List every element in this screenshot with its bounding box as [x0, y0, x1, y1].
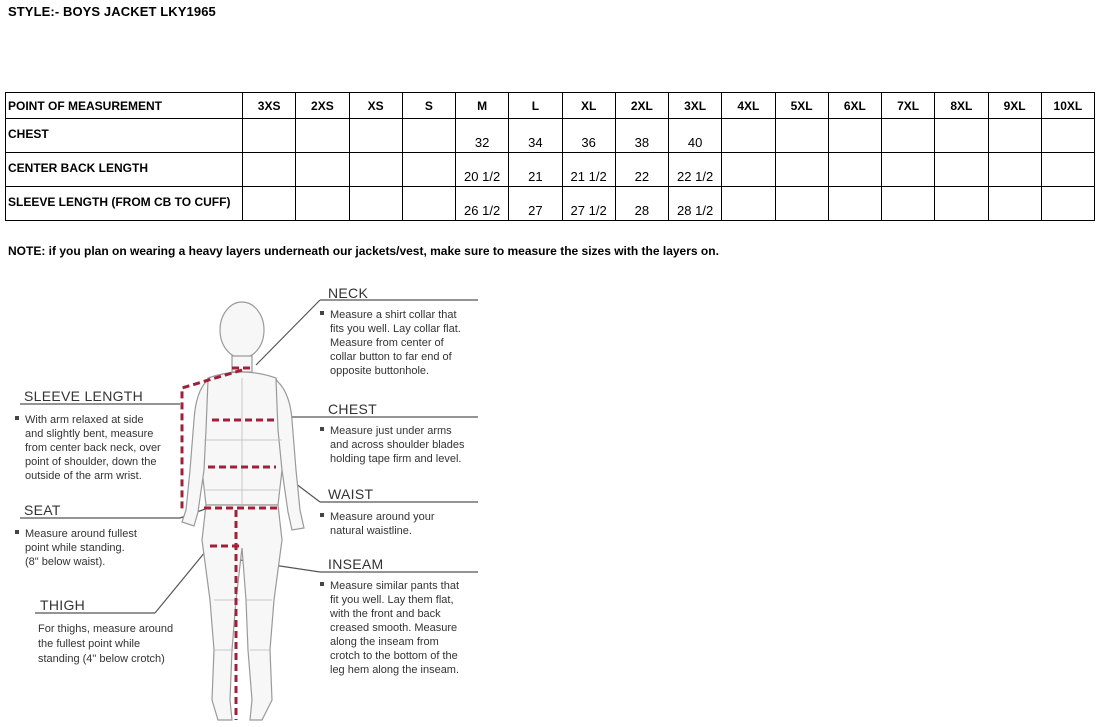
size-header: S [402, 93, 455, 119]
neck-desc-line: opposite buttonhole. [330, 365, 430, 377]
neck-desc [330, 308, 461, 378]
table-cell: 27 [509, 187, 562, 221]
size-header: XS [349, 93, 402, 119]
left-arm [276, 380, 304, 530]
legs [202, 505, 282, 720]
waist-desc-line: Measure around your [330, 511, 435, 523]
layering-note: NOTE: if you plan on wearing a heavy layers underneath our jackets/vest, make sure to measure the sizes with the layers on. [8, 244, 719, 258]
right-arm [182, 380, 208, 526]
chest-desc [330, 424, 465, 466]
seat-desc-line: point while standing. [25, 542, 125, 554]
neck-desc-line: Measure from center of [330, 337, 444, 349]
inseam-desc-line: fit you well. Lay them flat, [330, 594, 454, 606]
neck-desc-line: Measure a shirt collar that [330, 309, 457, 321]
table-cell: 22 [615, 153, 668, 187]
size-header: 7XL [882, 93, 935, 119]
chest-desc-line: Measure just under arms [330, 425, 452, 437]
table-cell: 38 [615, 119, 668, 153]
neck-desc-line: fits you well. Lay collar flat. [330, 323, 461, 335]
table-cell: 28 1/2 [669, 187, 722, 221]
size-header: 2XS [296, 93, 349, 119]
size-header: 2XL [615, 93, 668, 119]
chest-title: CHEST [328, 401, 377, 417]
size-header: 3XS [243, 93, 296, 119]
neck-title: NECK [328, 285, 369, 301]
thigh-desc [38, 622, 173, 667]
neck-leader [256, 300, 320, 365]
table-cell: 21 [509, 153, 562, 187]
waist-desc-line: natural waistline. [330, 525, 412, 537]
table-cell: 34 [509, 119, 562, 153]
size-header: 9XL [988, 93, 1041, 119]
neck-desc-line: collar button to far end of [330, 351, 452, 363]
table-cell: 21 1/2 [562, 153, 615, 187]
sleeve-desc-line: point of shoulder, down the [25, 456, 157, 468]
inseam-desc-line: crotch to the bottom of the [330, 650, 458, 662]
inseam-desc-line: creased smooth. Measure [330, 622, 458, 634]
row-label: CHEST [6, 119, 243, 153]
seat-desc-line: (8" below waist). [25, 556, 106, 568]
header-label: POINT OF MEASUREMENT [6, 93, 243, 119]
waist-title: WAIST [328, 486, 374, 502]
inseam-desc-line: Measure similar pants that [330, 580, 459, 592]
sleeve-desc-line: and slightly bent, measure [25, 428, 154, 440]
thigh-desc-line: For thighs, measure around [38, 623, 174, 635]
table-cell: 28 [615, 187, 668, 221]
waist-desc [330, 510, 435, 538]
table-cell: 40 [669, 119, 722, 153]
thigh-desc-line: the fullest point while [38, 638, 141, 650]
table-cell: 22 1/2 [669, 153, 722, 187]
table-cell: 32 [456, 119, 509, 153]
size-header: 5XL [775, 93, 828, 119]
thigh-leader [155, 546, 210, 613]
row-label: CENTER BACK LENGTH [6, 153, 243, 187]
inseam-desc-line: with the front and back [330, 608, 441, 620]
inseam-desc-line: leg hem along the inseam. [330, 664, 460, 676]
chest-desc-line: holding tape firm and level. [330, 453, 462, 465]
size-header: 8XL [935, 93, 988, 119]
inseam-desc-line: along the inseam from [330, 636, 439, 648]
size-header: 3XL [669, 93, 722, 119]
seat-desc [25, 527, 137, 569]
head [220, 302, 264, 358]
chest-desc-line: and across shoulder blades [330, 439, 465, 451]
size-header: XL [562, 93, 615, 119]
inseam-title: INSEAM [328, 556, 384, 572]
style-title: STYLE:- BOYS JACKET LKY1965 [8, 4, 216, 19]
inseam-desc [330, 579, 459, 677]
thigh-title: THIGH [40, 597, 86, 613]
row-label: SLEEVE LENGTH (FROM CB TO CUFF) [6, 187, 243, 221]
size-header: 6XL [828, 93, 881, 119]
sleeve-desc-line: outside of the arm wrist. [25, 470, 142, 482]
neck [232, 356, 252, 372]
table-cell: 20 1/2 [456, 153, 509, 187]
sleeve-desc-line: from center back neck, over [25, 442, 161, 454]
thigh-desc-line: standing (4" below crotch) [38, 653, 165, 665]
sleeve-desc [25, 413, 161, 483]
size-header: L [509, 93, 562, 119]
seat-desc-line: Measure around fullest [25, 528, 137, 540]
table-cell: 36 [562, 119, 615, 153]
size-header: 4XL [722, 93, 775, 119]
table-cell: 26 1/2 [456, 187, 509, 221]
table-cell: 27 1/2 [562, 187, 615, 221]
size-header: M [456, 93, 509, 119]
seat-title: SEAT [24, 502, 61, 518]
size-header: 10XL [1041, 93, 1094, 119]
sleeve-title: SLEEVE LENGTH [24, 388, 144, 404]
sleeve-desc-line: With arm relaxed at side [25, 414, 144, 426]
